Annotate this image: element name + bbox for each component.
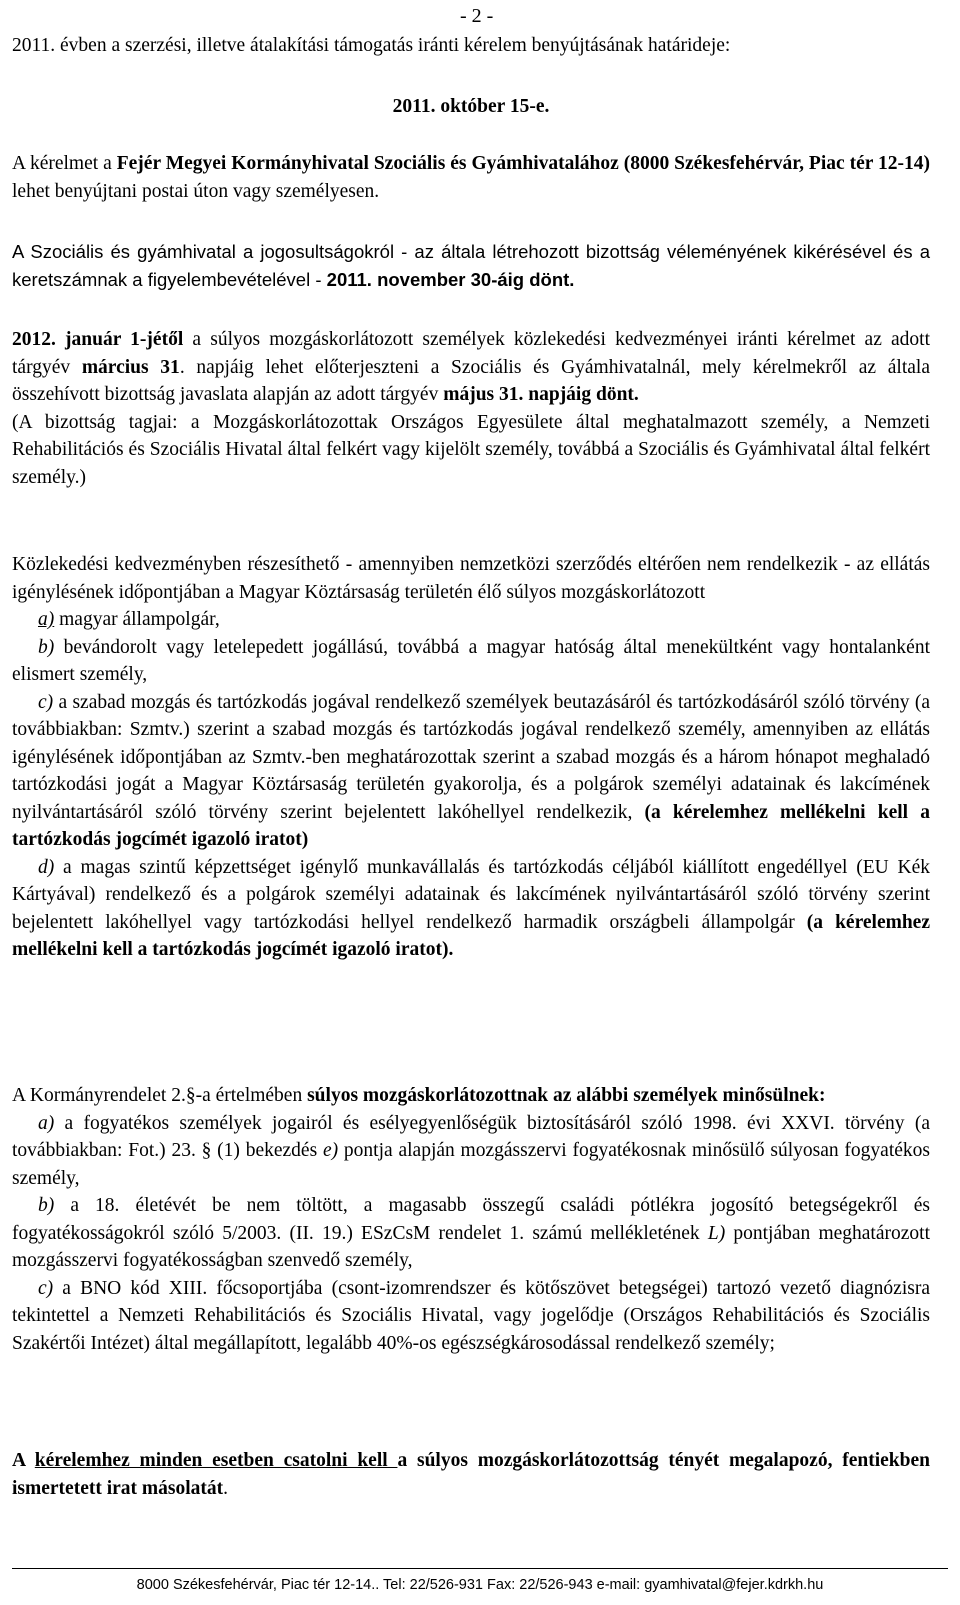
transport-march: március 31 (81, 356, 180, 378)
eligible-item-d: d) a magas szintű képzettséget igénylő munkavállalás és tartózkodás céljából kiállított engedéllyel (EU Kék Kártyával) rendelkező és a polgárok személyi adatainak és lakcímének nyilvántartásáról szóló törvény szerint bejelentett lakóhellyel vagy tartózkodási hellyel rendelkező harmadik országbeli állampolgár (a kérelemhez mellékelni kell a tartózkodás jogcímét igazoló iratot). (12, 856, 930, 960)
footer-contact: 8000 Székesfehérvár, Piac tér 12-14.. Tel: 22/526-931 Fax: 22/526-943 e-mail: gyamhivatal@fejer.kdrkh.hu (136, 1577, 824, 1593)
submit-text-1: A kérelmet a (12, 153, 117, 174)
deadline-date: 2011. október 15-e. (392, 96, 550, 117)
eligible-item-b: b) bevándorolt vagy letelepedett jogállású, továbbá a magyar hatóság által menekültként vagy hontalanként elismert személy, (12, 636, 930, 685)
transport-text-2: . napjáig lehet előterjeszteni a Szociális és Gyámhivatalnál, mely kérelmekről az általa összehívott bizottság javaslata alapján az adott tárgyév (12, 356, 930, 405)
eligibility-section (12, 551, 930, 964)
submission-paragraph (12, 150, 930, 205)
decree-item-a: a) a fogyatékos személyek jogairól és esélyegyenlőségük biztosításáról szóló 1998. évi XXVI. törvény (a továbbiakban: Fot.) 23. § (1) bekezdés e) pontja alapján mozgásszervi fogyatékosnak minősülő súlyosan fogyatékos személy, (12, 1112, 930, 1189)
deadline-date-block (12, 93, 930, 121)
decree-item-c: c) a BNO kód XIII. főcsoportjába (csont-izomrendszer és kötőszövet betegségei) tartozó vezető diagnózisra tekintettel a Nemzeti Rehabilitációs és Szociális Hivatal, vagy jogelődje (Országos Rehabilitációs és Szociális Szakértői Intézet) által megállapított, legalább 40%-os egészségkárosodással rendelkező személy; (12, 1277, 930, 1354)
deadline-section (12, 32, 930, 60)
transport-start: 2012. január 1-jétől (12, 329, 184, 350)
deadline-intro: 2011. évben a szerzési, illetve átalakítási támogatás iránti kérelem benyújtásának határideje: (12, 35, 731, 56)
decision-paragraph (12, 238, 930, 294)
decree-intro: A Kormányrendelet 2.§-a értelmében súlyos mozgáskorlátozottnak az alábbi személyek minősülnek: (12, 1085, 826, 1106)
transport-may: május 31. napjáig dönt. (443, 384, 639, 405)
committee-note: (A bizottság tagjai: a Mozgáskorlátozottak Országos Egyesülete által meghatalmazott személy, a Nemzeti Rehabilitációs és Szociális Hivatal által felkért vagy kijelölt személy, továbbá a Szociális és Gyámhivatal által felkért személy.) (12, 411, 930, 488)
submit-office: Fejér Megyei Kormányhivatal Szociális és Gyámhivatalához (8000 Székesfehérvár, Piac tér 12-14) (116, 153, 930, 174)
decree-item-b: b) a 18. életévét be nem töltött, a magasabb összegű családi pótlékra jogosító betegségekről és fogyatékosságokról szóló 5/2003. (II. 19.) ESzCsM rendelet 1. számú mellékletének L) pontjában meghatározott mozgásszervi fogyatékosságban szenvedő személy, (12, 1195, 930, 1271)
transport-paragraph (12, 326, 930, 491)
transport-text-1: a súlyos mozgáskorlátozott személyek közlekedési kedvezményei iránti kérelmet az adott tárgyév (12, 329, 931, 378)
submit-text-2: lehet benyújtani postai úton vagy személyesen. (12, 180, 380, 202)
footer-divider (12, 1568, 948, 1569)
eligible-item-c: c) a szabad mozgás és tartózkodás jogával rendelkező személyek beutazásáról és tartózkodásáról szóló törvény (a továbbiakban: Szmtv.) szerint a szabad mozgás és tartózkodás jogával rendelkező személy, amennyiben az ellátás igénylésének időpontjában az Szmtv.-ben meghatározottak szerint a szabad mozgás és a három hónapot meghaladó tartózkodási jogát a Magyar Köztársaság területén gyakorolja, és a polgárok személyi adatainak és lakcímének nyilvántartásáról szóló törvény szerint bejelentett lakóhellyel rendelkezik, (a kérelemhez mellékelni kell a tartózkodás jogcímét igazoló iratot) (12, 691, 930, 850)
closing-paragraph: A kérelemhez minden esetben csatolni kell a súlyos mozgáskorlátozottság tényét megalapozó, fentiekben ismertetett irat másolatát. (12, 1450, 930, 1499)
page-number: - 2 - (460, 5, 494, 27)
decree-section (12, 1082, 930, 1357)
decision-deadline: 2011. november 30-áig dönt. (326, 269, 575, 290)
closing-underlined: kérelemhez minden esetben csatolni kell (34, 1450, 398, 1471)
eligible-item-a: a) magyar állampolgár, (38, 609, 220, 630)
eligibility-intro: Közlekedési kedvezményben részesíthető - amennyiben nemzetközi szerződés eltérően nem rendelkezik - az ellátás igénylésének időpontjában a Magyar Köztársaság területén élő súlyos mozgáskorlátozott (12, 554, 930, 603)
decision-text: A Szociális és gyámhivatal a jogosultságokról - az általa létrehozott bizottság véleményének kikérésével és a keretszámnak a figyelembevételével - (12, 241, 930, 290)
